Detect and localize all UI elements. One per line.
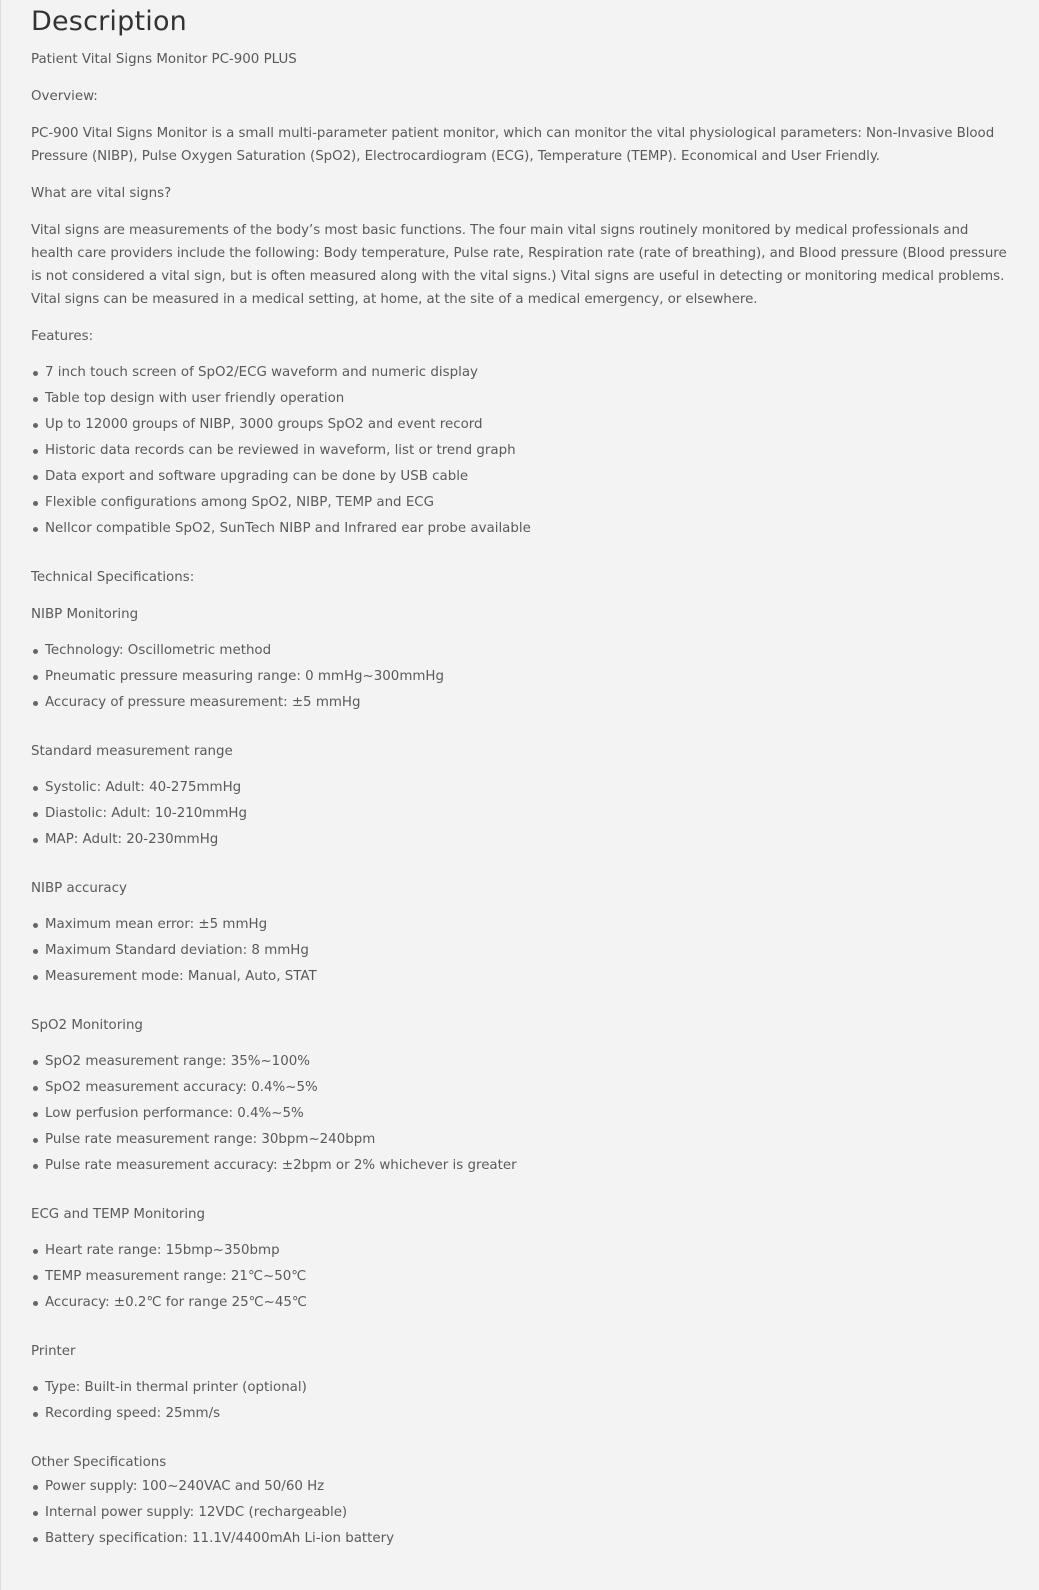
list-item: Technology: Oscillometric method (45, 638, 1009, 664)
printer-list (31, 1375, 1009, 1427)
overview-text: PC-900 Vital Signs Monitor is a small multi-parameter patient monitor, which can monitor the vital physiological parameters: Non-Invasive Blood Pressure (NIBP), Pulse Oxygen Saturation (SpO2), Electrocardiogram (ECG), Temperature (TEMP). Economical and User Friendly. (31, 126, 995, 164)
list-item: Pulse rate measurement accuracy: ±2bpm or 2% whichever is greater (45, 1153, 1009, 1179)
vital-signs-text: Vital signs are measurements of the body’s most basic functions. The four main vital signs routinely monitored by medical professionals and health care providers include the following: Body temperature, Pulse rate, Respiration rate (rate of breathing), and Blood pressure (Blood pressure is not considered a vital sign, but is often measured along with the vital signs.) Vital signs are useful in detecting or monitoring medical problems. Vital signs can be measured in a medical setting, at home, at the site of a medical emergency, or elsewhere. (31, 223, 1007, 307)
other-specs-list (31, 1474, 1009, 1552)
list-item: Accuracy of pressure measurement: ±5 mmHg (45, 690, 1009, 716)
section-heading-standard-range: Standard measurement range (31, 744, 233, 759)
list-item: Heart rate range: 15bmp~350bmp (45, 1238, 1009, 1264)
nibp-accuracy-list (31, 912, 1009, 990)
list-item: Power supply: 100~240VAC and 50/60 Hz (45, 1474, 1009, 1500)
list-item: Data export and software upgrading can be done by USB cable (45, 464, 1009, 490)
section-heading-nibp-accuracy: NIBP accuracy (31, 881, 127, 896)
list-item: Table top design with user friendly operation (45, 386, 1009, 412)
nibp-monitoring-list (31, 638, 1009, 716)
section-heading-spo2-monitoring: SpO2 Monitoring (31, 1018, 143, 1033)
list-item: SpO2 measurement range: 35%~100% (45, 1049, 1009, 1075)
list-item: SpO2 measurement accuracy: 0.4%~5% (45, 1075, 1009, 1101)
spo2-monitoring-list (31, 1049, 1009, 1179)
section-heading-other-specs: Other Specifications (31, 1455, 167, 1470)
list-item: Internal power supply: 12VDC (rechargeable) (45, 1500, 1009, 1526)
list-item: Up to 12000 groups of NIBP, 3000 groups SpO2 and event record (45, 412, 1009, 438)
list-item: Type: Built-in thermal printer (optional) (45, 1375, 1009, 1401)
list-item: Recording speed: 25mm/s (45, 1401, 1009, 1427)
list-item: MAP: Adult: 20-230mmHg (45, 827, 1009, 853)
list-item: TEMP measurement range: 21℃~50℃ (45, 1264, 1009, 1290)
features-list (31, 360, 1009, 542)
features-heading: Features: (31, 329, 94, 344)
list-item: Nellcor compatible SpO2, SunTech NIBP and Infrared ear probe available (45, 516, 1009, 542)
list-item: Historic data records can be reviewed in waveform, list or trend graph (45, 438, 1009, 464)
vital-signs-heading: What are vital signs? (31, 186, 172, 201)
list-item: 7 inch touch screen of SpO2/ECG waveform and numeric display (45, 360, 1009, 386)
list-item: Maximum Standard deviation: 8 mmHg (45, 938, 1009, 964)
section-heading-nibp-monitoring: NIBP Monitoring (31, 607, 139, 622)
overview-heading: Overview: (31, 89, 98, 104)
list-item: Systolic: Adult: 40-275mmHg (45, 775, 1009, 801)
ecg-temp-list (31, 1238, 1009, 1316)
list-item: Flexible configurations among SpO2, NIBP, TEMP and ECG (45, 490, 1009, 516)
section-heading-printer: Printer (31, 1344, 76, 1359)
section-heading-ecg-temp: ECG and TEMP Monitoring (31, 1207, 206, 1222)
page-title: Description (31, 6, 187, 37)
standard-range-list (31, 775, 1009, 853)
list-item: Accuracy: ±0.2℃ for range 25℃~45℃ (45, 1290, 1009, 1316)
list-item: Measurement mode: Manual, Auto, STAT (45, 964, 1009, 990)
list-item: Pulse rate measurement range: 30bpm~240bpm (45, 1127, 1009, 1153)
list-item: Diastolic: Adult: 10-210mmHg (45, 801, 1009, 827)
list-item: Maximum mean error: ±5 mmHg (45, 912, 1009, 938)
tech-specs-heading: Technical Specifications: (31, 570, 195, 585)
list-item: Pneumatic pressure measuring range: 0 mmHg~300mmHg (45, 664, 1009, 690)
list-item: Low perfusion performance: 0.4%~5% (45, 1101, 1009, 1127)
product-name: Patient Vital Signs Monitor PC-900 PLUS (31, 52, 297, 67)
list-item: Battery specification: 11.1V/4400mAh Li-ion battery (45, 1526, 1009, 1552)
